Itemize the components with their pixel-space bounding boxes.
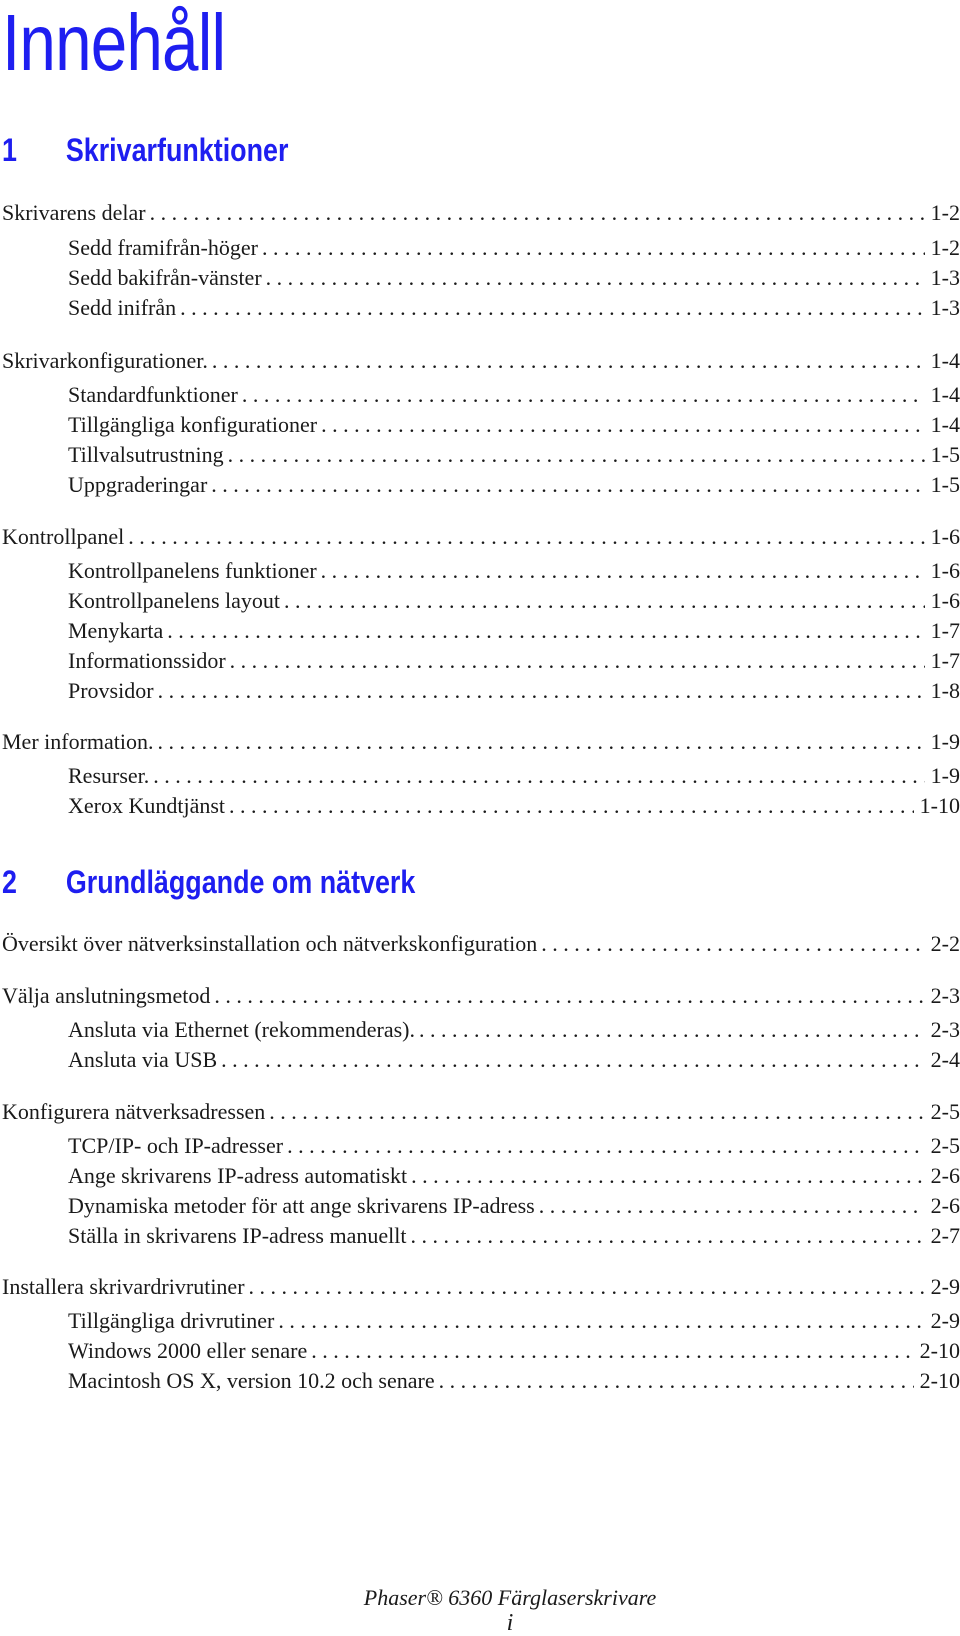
- toc-entry-dynamiska-metoder[interactable]: [68, 1191, 960, 1221]
- toc-entry-mer-information[interactable]: [2, 727, 960, 757]
- toc-entry-page: 2-4: [930, 1047, 960, 1072]
- toc-entry-tillgangliga-konfigurationer[interactable]: [68, 410, 960, 440]
- toc-dot-leader: [258, 233, 925, 263]
- toc-entry-label: Kontrollpanelens funktioner: [68, 558, 317, 583]
- toc-dot-leader: [124, 522, 924, 552]
- toc-dot-leader: [154, 676, 925, 706]
- toc-entry-stalla-in-ip-manuellt[interactable]: [68, 1221, 960, 1251]
- toc-entry-page: 1-2: [930, 235, 960, 260]
- toc-entry-label: Skrivarens delar: [2, 200, 146, 225]
- toc-dot-leader: [274, 1306, 924, 1336]
- toc-entry-page: 1-9: [930, 763, 960, 788]
- toc-entry-page: 1-6: [930, 524, 960, 549]
- toc-entry-page: 1-5: [930, 472, 960, 497]
- toc-dot-leader: [207, 470, 924, 500]
- toc-entry-label: Installera skrivardrivrutiner: [2, 1274, 245, 1299]
- toc-dot-leader: [210, 981, 924, 1011]
- toc-entry-resurser[interactable]: [68, 761, 960, 791]
- toc-entry-label: Konfigurera nätverksadressen: [2, 1099, 266, 1124]
- chapter-1-heading: [2, 128, 288, 172]
- toc-entry-page: 2-6: [930, 1163, 960, 1188]
- toc-entry-label: Resurser.: [68, 763, 150, 788]
- toc-dot-leader: [163, 616, 924, 646]
- toc-entry-label: Ansluta via Ethernet (rekommenderas).: [68, 1017, 415, 1042]
- chapter-2-title: Grundläggande om nätverk: [65, 864, 416, 900]
- toc-entry-skrivarkonfigurationer[interactable]: [2, 346, 960, 376]
- toc-entry-label: Sedd bakifrån-vänster: [68, 265, 262, 290]
- toc-entry-page: 1-3: [930, 295, 960, 320]
- toc-dot-leader: [217, 1045, 925, 1075]
- toc-dot-leader: [406, 1221, 924, 1251]
- toc-dot-leader: [146, 198, 925, 228]
- toc-entry-label: Översikt över nätverksinstallation och nätverkskonfiguration: [2, 931, 538, 956]
- toc-entry-label: Mer information.: [2, 729, 154, 754]
- toc-entry-label: Välja anslutningsmetod: [2, 983, 211, 1008]
- chapter-2-heading: [2, 860, 415, 904]
- toc-dot-leader: [317, 556, 925, 586]
- toc-entry-page: 2-5: [930, 1099, 960, 1124]
- toc-entry-informationssidor[interactable]: [68, 646, 960, 676]
- toc-entry-label: Sedd framifrån-höger: [68, 235, 258, 260]
- toc-entry-ansluta-via-ethernet[interactable]: [68, 1015, 960, 1045]
- toc-entry-sedd-inifran[interactable]: [68, 293, 960, 323]
- toc-entry-label: Dynamiska metoder för att ange skrivarens IP-adress: [68, 1193, 535, 1218]
- toc-dot-leader: [238, 380, 925, 410]
- toc-entry-label: Xerox Kundtjänst: [68, 793, 226, 818]
- chapter-2-number: 2: [2, 864, 17, 900]
- toc-entry-tillvalsutrustning[interactable]: [68, 440, 960, 470]
- toc-entry-label: Provsidor: [68, 678, 154, 703]
- toc-entry-tillgangliga-drivrutiner[interactable]: [68, 1306, 960, 1336]
- page-title: Innehåll: [2, 0, 226, 87]
- toc-entry-page: 1-6: [930, 588, 960, 613]
- toc-entry-page: 1-4: [930, 412, 960, 437]
- toc-entry-label: Tillgängliga konfigurationer: [68, 412, 318, 437]
- toc-entry-sedd-framifran-hoger[interactable]: [68, 233, 960, 263]
- toc-entry-label: Uppgraderingar: [68, 472, 208, 497]
- toc-entry-page: 1-2: [930, 200, 960, 225]
- toc-dot-leader: [407, 1161, 925, 1191]
- toc-entry-page: 1-7: [930, 618, 960, 643]
- toc-entry-uppgraderingar[interactable]: [68, 470, 960, 500]
- toc-dot-leader: [283, 1131, 925, 1161]
- toc-entry-label: Windows 2000 eller senare: [68, 1338, 308, 1363]
- toc-dot-leader: [149, 761, 924, 791]
- toc-entry-label: Kontrollpanel: [2, 524, 125, 549]
- toc-entry-label: Ansluta via USB: [68, 1047, 218, 1072]
- toc-entry-page: 2-10: [919, 1338, 960, 1363]
- toc-entry-page: 1-5: [930, 442, 960, 467]
- toc-entry-xerox-kundtjanst[interactable]: [68, 791, 960, 821]
- toc-entry-label: Skrivarkonfigurationer.: [2, 348, 208, 373]
- footer-product-title: Phaser® 6360 Färglaserskrivare: [363, 1585, 657, 1610]
- toc-dot-leader: [154, 727, 925, 757]
- toc-entry-label: TCP/IP- och IP-adresser: [68, 1133, 284, 1158]
- toc-dot-leader: [317, 410, 925, 440]
- toc-entry-ansluta-via-usb[interactable]: [68, 1045, 960, 1075]
- toc-entry-page: 1-6: [930, 558, 960, 583]
- toc-dot-leader: [415, 1015, 925, 1045]
- toc-entry-standardfunktioner[interactable]: [68, 380, 960, 410]
- toc-entry-page: 1-4: [930, 382, 960, 407]
- toc-entry-label: Kontrollpanelens layout: [68, 588, 281, 613]
- toc-dot-leader: [224, 440, 925, 470]
- toc-entry-windows-2000[interactable]: [68, 1336, 960, 1366]
- toc-entry-page: 2-3: [930, 1017, 960, 1042]
- toc-entry-ange-ip-automatiskt[interactable]: [68, 1161, 960, 1191]
- toc-entry-page: 2-3: [930, 983, 960, 1008]
- toc-dot-leader: [208, 346, 925, 376]
- toc-entry-page: 1-7: [930, 648, 960, 673]
- toc-entry-tcp-ip-adresser[interactable]: [68, 1131, 960, 1161]
- toc-dot-leader: [176, 293, 925, 323]
- toc-entry-label: Sedd inifrån: [68, 295, 177, 320]
- toc-dot-leader: [225, 791, 914, 821]
- toc-entry-sedd-bakifran-vanster[interactable]: [68, 263, 960, 293]
- toc-entry-page: 1-9: [930, 729, 960, 754]
- toc-entry-installera-skrivardrivrutiner[interactable]: [2, 1272, 960, 1302]
- toc-entry-page: 2-9: [930, 1308, 960, 1333]
- toc-entry-page: 2-5: [930, 1133, 960, 1158]
- toc-entry-label: Tillgängliga drivrutiner: [68, 1308, 275, 1333]
- toc-entry-page: 2-9: [930, 1274, 960, 1299]
- toc-entry-oversikt-natverksinstallation[interactable]: [2, 929, 960, 959]
- toc-entry-provsidor[interactable]: [68, 676, 960, 706]
- toc-dot-leader: [435, 1366, 914, 1396]
- toc-entry-label: Menykarta: [68, 618, 164, 643]
- toc-entry-macintosh-os-x[interactable]: [68, 1366, 960, 1396]
- toc-entry-page: 2-2: [930, 931, 960, 956]
- toc-entry-label: Tillvalsutrustning: [68, 442, 224, 467]
- toc-entry-konfigurera-natverksadressen[interactable]: [2, 1097, 960, 1127]
- toc-entry-kontrollpanelens-layout[interactable]: [68, 586, 960, 616]
- chapter-1-title: Skrivarfunktioner: [65, 132, 289, 168]
- toc-dot-leader: [262, 263, 925, 293]
- toc-dot-leader: [280, 586, 925, 616]
- toc-dot-leader: [537, 929, 924, 959]
- toc-entry-valja-anslutningsmetod[interactable]: [2, 981, 960, 1011]
- toc-entry-label: Macintosh OS X, version 10.2 och senare: [68, 1368, 435, 1393]
- toc-entry-label: Informationssidor: [68, 648, 226, 673]
- toc-entry-page: 1-3: [930, 265, 960, 290]
- toc-entry-page: 1-10: [919, 793, 960, 818]
- toc-entry-page: 2-7: [930, 1223, 960, 1248]
- toc-entry-label: Ange skrivarens IP-adress automatiskt: [68, 1163, 408, 1188]
- toc-dot-leader: [245, 1272, 925, 1302]
- toc-entry-kontrollpanelens-funktioner[interactable]: [68, 556, 960, 586]
- toc-entry-kontrollpanel[interactable]: [2, 522, 960, 552]
- toc-entry-skrivarens-delar[interactable]: [2, 198, 960, 228]
- toc-entry-page: 1-4: [930, 348, 960, 373]
- toc-dot-leader: [535, 1191, 925, 1221]
- toc-entry-page: 1-8: [930, 678, 960, 703]
- chapter-1-number: 1: [2, 132, 17, 168]
- toc-entry-page: 2-10: [919, 1368, 960, 1393]
- footer-page-number: i: [506, 1610, 514, 1636]
- toc-entry-label: Ställa in skrivarens IP-adress manuellt: [68, 1223, 407, 1248]
- toc-entry-menykarta[interactable]: [68, 616, 960, 646]
- toc-dot-leader: [265, 1097, 924, 1127]
- toc-entry-label: Standardfunktioner: [68, 382, 238, 407]
- toc-dot-leader: [226, 646, 925, 676]
- toc-dot-leader: [307, 1336, 913, 1366]
- toc-entry-page: 2-6: [930, 1193, 960, 1218]
